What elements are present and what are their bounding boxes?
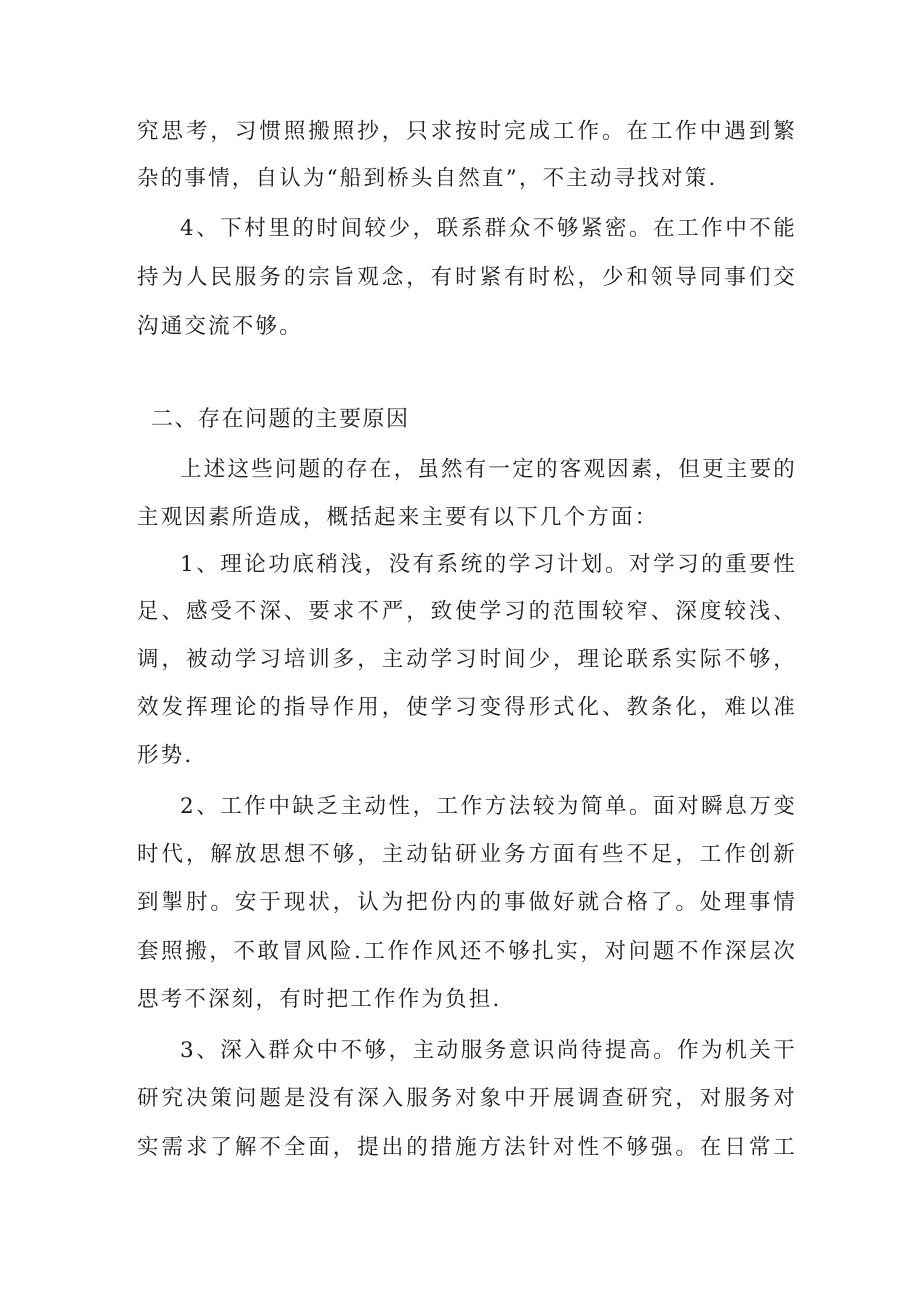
paragraph-e-line-1: 2、工作中缺乏主动性，工作方法较为简单。面对瞬息万变 — [180, 794, 797, 819]
paragraph-e-line-5: 思考不深刻，有时把工作作为负担. — [137, 987, 502, 1012]
paragraph-f-line-1: 3、深入群众中不够，主动服务意识尚待提高。作为机关干 — [180, 1038, 797, 1063]
paragraph-f-line-3: 实需求了解不全面，提出的措施方法针对性不够强。在日常工 — [137, 1135, 797, 1160]
paragraph-b-line-1: 4、下村里的时间较少，联系群众不够紧密。在工作中不能 — [180, 216, 797, 241]
paragraph-e-line-2: 时代，解放思想不够，主动钻研业务方面有些不足，工作创新 — [137, 842, 797, 867]
paragraph-e-line-3: 到掣肘。安于现状，认为把份内的事做好就合格了。处理事情 — [137, 890, 797, 915]
paragraph-b-line-2: 持为人民服务的宗旨观念，有时紧有时松，少和领导同事们交 — [137, 265, 797, 290]
paragraph-a-line-2: 杂的事情，自认为“船到桥头自然直”，不主动寻找对策. — [137, 166, 718, 191]
paragraph-b-line-3: 沟通交流不够。 — [137, 314, 303, 339]
paragraph-d-line-1: 1、理论功底稍浅，没有系统的学习计划。对学习的重要性 — [180, 552, 797, 577]
paragraph-c-line-1: 上述这些问题的存在，虽然有一定的客观因素，但更主要的 — [180, 457, 797, 482]
paragraph-e-line-4: 套照搬，不敢冒风险.工作作风还不够扎实，对问题不作深层次 — [137, 939, 797, 964]
section-heading: 二、存在问题的主要原因 — [151, 407, 410, 432]
paragraph-a-line-1: 究思考，习惯照搬照抄，只求按时完成工作。在工作中遇到繁 — [137, 119, 797, 144]
paragraph-d-line-2: 足、感受不深、要求不严，致使学习的范围较窄、深度较浅、 — [137, 599, 797, 624]
paragraph-f-line-2: 研究决策问题是没有深入服务对象中开展调查研究，对服务对 — [137, 1086, 797, 1111]
paragraph-d-line-3: 调，被动学习培训多，主动学习时间少，理论联系实际不够， — [137, 647, 797, 672]
paragraph-d-line-5: 形势. — [137, 743, 194, 768]
paragraph-d-line-4: 效发挥理论的指导作用，使学习变得形式化、教条化，难以准 — [137, 695, 797, 720]
paragraph-c-line-2: 主观因素所造成，概括起来主要有以下几个方面： — [137, 505, 659, 530]
